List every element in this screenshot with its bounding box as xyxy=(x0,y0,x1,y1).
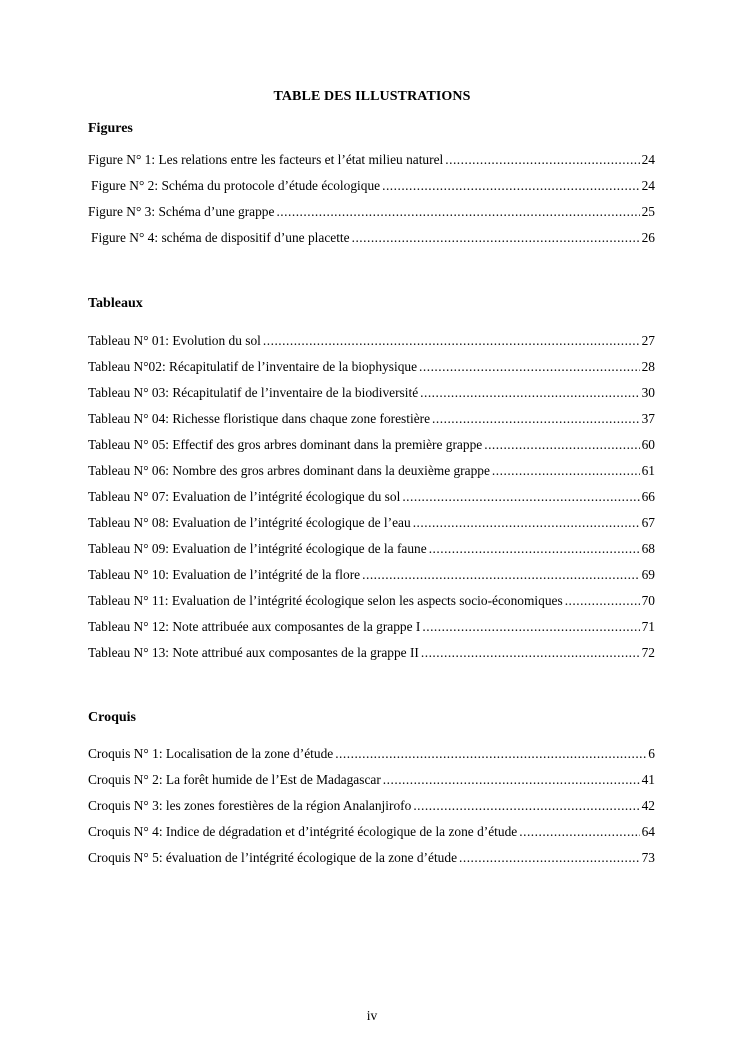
toc-entry[interactable] xyxy=(88,152,655,170)
dot-leader xyxy=(419,359,640,375)
dot-leader xyxy=(429,541,640,557)
toc-entry-page: 26 xyxy=(641,230,655,245)
section-heading-figures: Figures xyxy=(88,121,133,136)
dot-leader xyxy=(484,437,639,453)
dot-leader xyxy=(445,152,639,168)
toc-entry-page: 42 xyxy=(641,798,655,813)
dot-leader xyxy=(432,411,640,427)
dot-leader xyxy=(565,593,640,609)
toc-entry[interactable] xyxy=(88,385,655,403)
toc-entry-label: Croquis N° 5: évaluation de l’intégrité écologique de la zone d’étude xyxy=(88,850,458,865)
toc-entry-label: Tableau N° 05: Effectif des gros arbres dominant dans la première grappe xyxy=(88,437,483,452)
toc-entry-label: Tableau N° 03: Récapitulatif de l’inventaire de la biodiversité xyxy=(88,385,419,400)
toc-entry-label: Tableau N° 06: Nombre des gros arbres dominant dans la deuxième grappe xyxy=(88,463,490,478)
dot-leader xyxy=(335,746,646,762)
page-number: iv xyxy=(366,1008,378,1023)
toc-entry-page: 24 xyxy=(641,178,655,193)
toc-entry[interactable] xyxy=(88,437,655,455)
toc-entry-page: 37 xyxy=(641,411,655,426)
toc-entry[interactable] xyxy=(88,772,655,790)
dot-leader xyxy=(352,230,640,246)
toc-entry-label: Tableau N° 12: Note attribuée aux composantes de la grappe I xyxy=(88,619,421,634)
toc-entry-page: 70 xyxy=(641,593,655,608)
toc-entry[interactable] xyxy=(88,746,655,764)
toc-entry[interactable] xyxy=(88,798,655,816)
toc-entry[interactable] xyxy=(88,359,655,377)
toc-entry-label: Tableau N° 13: Note attribué aux composantes de la grappe II xyxy=(88,645,419,660)
toc-entry-label: Tableau N° 11: Evaluation de l’intégrité écologique selon les aspects socio-économiques xyxy=(88,593,563,608)
toc-entry-page: 41 xyxy=(641,772,655,787)
toc-entry-label: Tableau N°02: Récapitulatif de l’inventaire de la biophysique xyxy=(88,359,418,374)
toc-entry-label: Figure N° 3: Schéma d’une grappe xyxy=(88,204,275,219)
dot-leader xyxy=(413,798,639,814)
toc-entry[interactable] xyxy=(88,411,655,429)
dot-leader xyxy=(420,385,639,401)
toc-entry-label: Tableau N° 01: Evolution du sol xyxy=(88,333,261,348)
toc-entry[interactable] xyxy=(91,230,655,248)
toc-entry-label: Tableau N° 09: Evaluation de l’intégrité écologique de la faune xyxy=(88,541,427,556)
dot-leader xyxy=(519,824,639,840)
toc-entry-page: 73 xyxy=(641,850,655,865)
toc-entry[interactable] xyxy=(88,619,655,637)
toc-entry-page: 72 xyxy=(641,645,655,660)
toc-entry-page: 25 xyxy=(641,204,655,219)
toc-entry[interactable] xyxy=(88,567,655,585)
toc-entry-label: Figure N° 4: schéma de dispositif d’une placette xyxy=(91,230,350,245)
toc-entry[interactable] xyxy=(88,541,655,559)
dot-leader xyxy=(276,204,639,220)
toc-entry-label: Tableau N° 10: Evaluation de l’intégrité de la flore xyxy=(88,567,361,582)
section-heading-croquis: Croquis xyxy=(88,710,136,725)
toc-entry[interactable] xyxy=(88,204,655,222)
toc-entry[interactable] xyxy=(88,824,655,842)
toc-entry[interactable] xyxy=(91,178,655,196)
toc-entry-label: Tableau N° 07: Evaluation de l’intégrité écologique du sol xyxy=(88,489,401,504)
toc-entry-page: 30 xyxy=(641,385,655,400)
toc-entry-label: Tableau N° 04: Richesse floristique dans chaque zone forestière xyxy=(88,411,431,426)
toc-entry[interactable] xyxy=(88,333,655,351)
toc-entry-page: 24 xyxy=(641,152,655,167)
toc-entry[interactable] xyxy=(88,515,655,533)
toc-entry-page: 6 xyxy=(648,746,655,761)
section-heading-tableaux: Tableaux xyxy=(88,296,143,311)
toc-entry[interactable] xyxy=(88,489,655,507)
toc-entry-page: 61 xyxy=(641,463,655,478)
dot-leader xyxy=(383,772,640,788)
toc-entry-label: Figure N° 1: Les relations entre les facteurs et l’état milieu naturel xyxy=(88,152,444,167)
dot-leader xyxy=(413,515,640,531)
dot-leader xyxy=(362,567,639,583)
dot-leader xyxy=(422,619,639,635)
toc-entry-label: Croquis N° 1: Localisation de la zone d’étude xyxy=(88,746,334,761)
dot-leader xyxy=(263,333,640,349)
toc-entry-label: Figure N° 2: Schéma du protocole d’étude écologique xyxy=(91,178,381,193)
dot-leader xyxy=(492,463,640,479)
dot-leader xyxy=(382,178,640,194)
toc-entry-page: 71 xyxy=(641,619,655,634)
toc-entry-page: 68 xyxy=(641,541,655,556)
toc-entry-label: Croquis N° 3: les zones forestières de la région Analanjirofo xyxy=(88,798,412,813)
toc-entry-page: 67 xyxy=(641,515,655,530)
toc-entry-label: Croquis N° 2: La forêt humide de l’Est de Madagascar xyxy=(88,772,381,787)
toc-entry[interactable] xyxy=(88,850,655,868)
toc-entry-label: Tableau N° 08: Evaluation de l’intégrité écologique de l’eau xyxy=(88,515,411,530)
dot-leader xyxy=(459,850,640,866)
toc-entry-page: 69 xyxy=(641,567,655,582)
toc-entry-label: Croquis N° 4: Indice de dégradation et d’intégrité écologique de la zone d’étude xyxy=(88,824,518,839)
toc-entry-page: 60 xyxy=(641,437,655,452)
toc-entry-page: 66 xyxy=(641,489,655,504)
toc-entry[interactable] xyxy=(88,463,655,481)
dot-leader xyxy=(402,489,639,505)
toc-entry[interactable] xyxy=(88,593,655,611)
toc-entry-page: 64 xyxy=(641,824,655,839)
page-title: TABLE DES ILLUSTRATIONS xyxy=(273,89,471,104)
dot-leader xyxy=(421,645,640,661)
toc-entry-page: 28 xyxy=(641,359,655,374)
toc-entry-page: 27 xyxy=(641,333,655,348)
toc-entry[interactable] xyxy=(88,645,655,663)
